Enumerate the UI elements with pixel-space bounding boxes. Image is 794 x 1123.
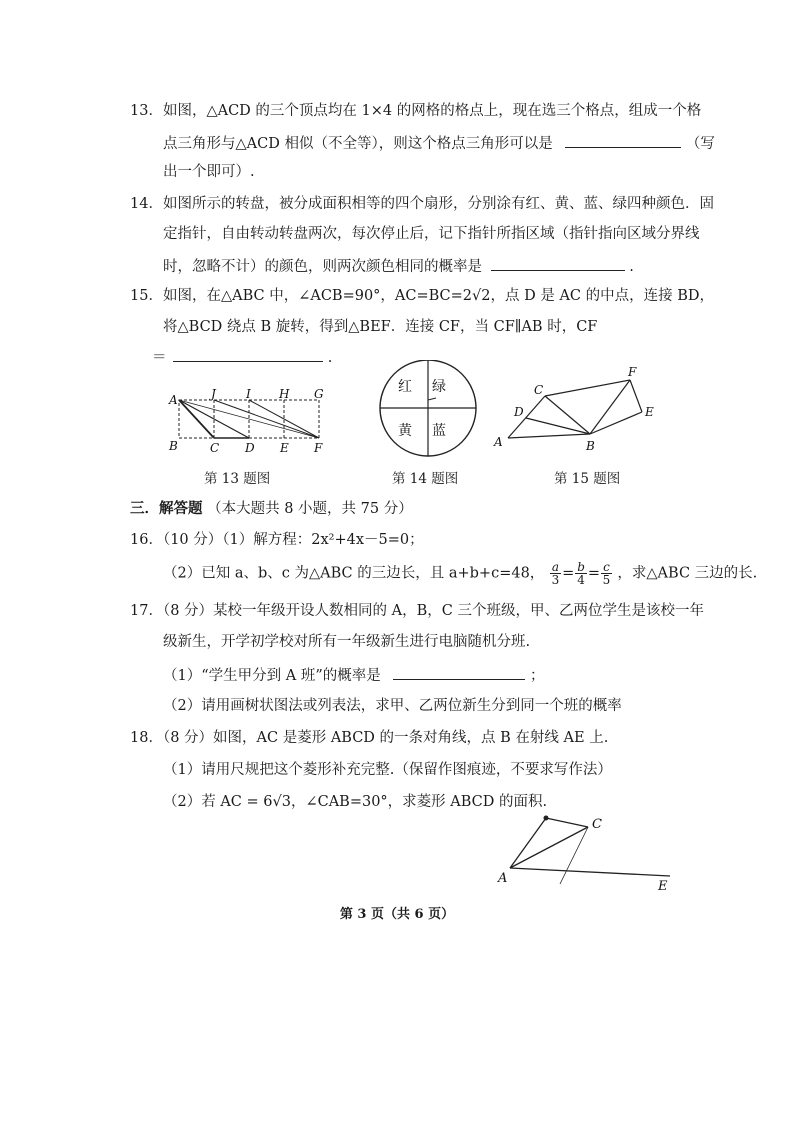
- q17-answer-blank[interactable]: [393, 663, 525, 680]
- fig15-segment-ab: [508, 434, 590, 438]
- fig14-pointer: [428, 398, 436, 400]
- q14-line3-tail: .: [629, 259, 634, 275]
- fig18-construction-line: [560, 827, 588, 884]
- fig18-segment-dc: [546, 818, 588, 827]
- q16-frac-b-num: b: [577, 560, 585, 574]
- fig13-segment-ac: [179, 400, 214, 438]
- q16-fraction-a: [550, 561, 561, 586]
- fig15-label-b: B: [586, 439, 595, 453]
- figure-15-triangles: [490, 364, 665, 456]
- fig13-label-g: G: [314, 387, 324, 401]
- fig18-label-a: A: [498, 871, 508, 886]
- fig18-label-c: C: [592, 817, 602, 832]
- q16-line1: 16．（10 分）（1）解方程：2x²+4x－5=0；: [130, 532, 424, 548]
- fig15-label-a: A: [494, 435, 503, 449]
- q16-frac-a-den: 3: [551, 573, 560, 587]
- q17-line1: 17．（8 分）某校一年级开设人数相同的 A，B，C 三个班级，甲、乙两位学生是该校一年: [130, 603, 704, 619]
- fig14-label-yellow: 黄: [398, 423, 412, 439]
- fig18-label-e: E: [658, 879, 668, 892]
- fig15-label-d: D: [514, 405, 524, 419]
- fig14-label-red: 红: [398, 379, 412, 395]
- fig15-segment-fe: [630, 380, 642, 412]
- fig13-label-h: H: [279, 387, 290, 401]
- fig13-segment-jf: [214, 400, 319, 438]
- fig13-label-f: F: [314, 441, 323, 455]
- q17-line3-tail: ；: [529, 668, 545, 684]
- q15-line3: [152, 345, 332, 369]
- q18-line3: （2）若 AC = 6√3，∠CAB=30°，求菱形 ABCD 的面积.: [163, 794, 548, 810]
- section3-heading: [130, 498, 413, 520]
- q14-answer-blank[interactable]: [491, 254, 625, 271]
- q14-line2: 定指针，自由转动转盘两次，每次停止后，记下指针所指区域（指针指向区域分界线: [163, 226, 700, 242]
- fig18-segment-ad: [510, 818, 546, 868]
- fig18-point-d: [544, 816, 549, 821]
- fig15-label-e: E: [645, 405, 654, 419]
- q16-frac-b-den: 4: [577, 573, 585, 587]
- q17-line3-text: （1）“学生甲分到 A 班”的概率是: [163, 668, 381, 684]
- q15-answer-blank[interactable]: [173, 345, 323, 362]
- q14-line3: [163, 254, 634, 278]
- q13-line2-text: 点三角形与△ACD 相似（不全等），则这个格点三角形可以是: [163, 136, 553, 152]
- q18-line2: （1）请用尺规把这个菱形补充完整.（保留作图痕迹，不要求写作法）: [163, 762, 612, 778]
- q16-line2: [163, 561, 757, 586]
- q16-frac-a-num: a: [551, 560, 560, 574]
- q17-line2: 级新生，开学初学校对所有一年级新生进行电脑随机分班.: [163, 634, 531, 650]
- q13-line2: [163, 131, 715, 155]
- fig18-ray-ae: [510, 868, 670, 876]
- q14-line3-text: 时，忽略不计）的颜色，则两次颜色相同的概率是: [163, 259, 482, 275]
- fig14-label-blue: 蓝: [432, 423, 446, 439]
- q13-line1: 13．如图，△ACD 的三个顶点均在 1×4 的网格的格点上，现在选三个格点，组成一个格: [130, 103, 702, 119]
- fig15-segment-cf: [545, 380, 630, 396]
- section3-title: 三．解答题: [130, 500, 203, 517]
- fig13-label-d: D: [245, 441, 255, 455]
- fig13-label-i: I: [246, 387, 251, 401]
- page-footer: 第 3 页（共 6 页）: [339, 907, 455, 922]
- q16-frac-c-num: c: [603, 560, 610, 574]
- q16-eq1: =: [562, 565, 575, 582]
- q14-line1: 14．如图所示的转盘，被分成面积相等的四个扇形，分别涂有红、黄、蓝、绿四种颜色．固: [130, 196, 714, 212]
- fig14-caption: 第 14 题图: [392, 471, 459, 487]
- fig13-label-c: C: [210, 441, 220, 455]
- q16-fraction-c: [601, 561, 612, 586]
- fig13-caption: 第 13 题图: [204, 471, 271, 487]
- q16-line2-tail: ，求△ABC 三边的长.: [617, 565, 758, 582]
- figure-14-spinner: [366, 360, 496, 460]
- q17-line3: [163, 663, 544, 687]
- fig15-caption: 第 15 题图: [554, 471, 621, 487]
- q16-fraction-b: [575, 561, 587, 586]
- fig18-segment-ac: [510, 827, 588, 868]
- figure-13-grid: [165, 384, 335, 459]
- q15-line1: 15．如图，在△ABC 中，∠ACB=90°，AC=BC=2√2，点 D 是 AC 的中点，连接 BD，: [130, 288, 715, 304]
- q16-eq2: =: [587, 565, 601, 582]
- figure-18-rhombus: [490, 806, 680, 892]
- q18-line1: 18．（8 分）如图，AC 是菱形 ABCD 的一条对角线，点 B 在射线 AE 上.: [130, 730, 609, 746]
- section3-note: （本大题共 8 小题，共 75 分）: [207, 501, 413, 517]
- fig15-label-f: F: [628, 365, 637, 379]
- fig14-label-green: 绿: [432, 379, 446, 395]
- fig13-label-a: A: [169, 393, 178, 407]
- q13-line3: 出一个即可）.: [163, 164, 255, 180]
- q13-line2-tail: （写: [685, 136, 715, 152]
- q13-answer-blank[interactable]: [565, 131, 681, 148]
- q15-line3-eq: ＝: [152, 350, 167, 366]
- q15-line2: 将△BCD 绕点 B 旋转，得到△BEF．连接 CF，当 CF∥AB 时，CF: [163, 319, 598, 335]
- fig13-label-e: E: [280, 441, 289, 455]
- q16-line2-text: （2）已知 a、b、c 为△ABC 的三边长，且 a+b+c=48，: [163, 565, 545, 582]
- fig13-label-b: B: [169, 439, 178, 453]
- fig13-label-j: J: [211, 387, 216, 401]
- q16-frac-c-den: 5: [602, 573, 611, 587]
- fig15-label-c: C: [534, 383, 544, 397]
- q15-line3-tail: .: [327, 350, 333, 366]
- q17-line4: （2）请用画树状图法或列表法，求甲、乙两位新生分到同一个班的概率: [163, 698, 622, 714]
